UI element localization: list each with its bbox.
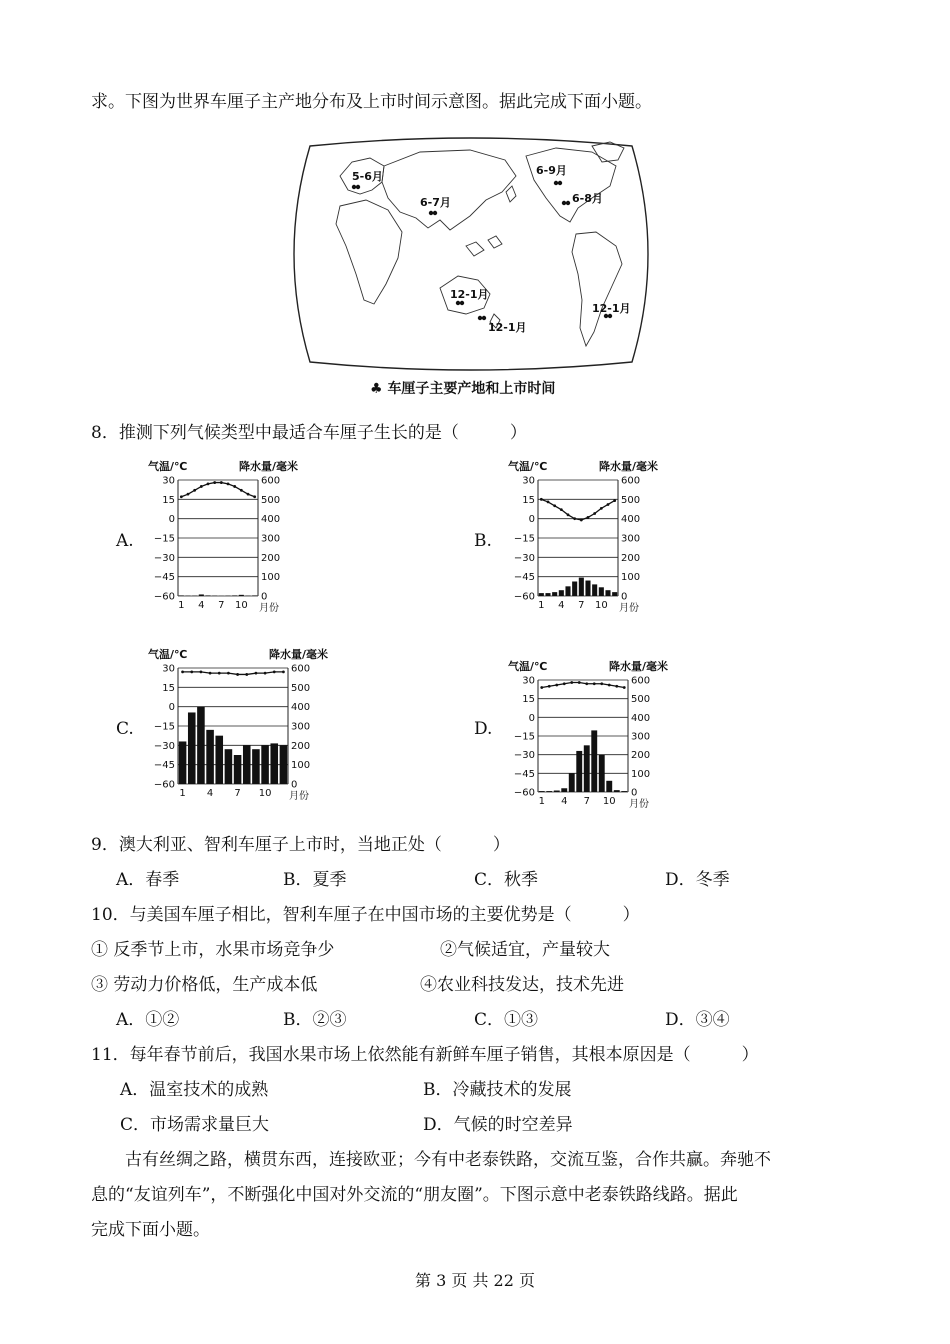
temp-point [570,681,573,684]
month-tick-label: 4 [198,600,205,611]
temp-point [573,517,576,520]
climate-chart-b [500,458,660,618]
temp-point [563,682,566,685]
temp-tick-label: 15 [162,494,175,506]
map-label-usa-east: 6-8月 [572,192,603,205]
temp-point [282,670,285,673]
precip-tick-label: 500 [631,694,651,706]
q9-option-b[interactable]: B．夏季 [283,870,347,890]
temp-axis-title: 气温/℃ [508,460,548,473]
precip-bar [572,582,577,597]
temp-point [547,501,550,504]
temp-point [273,670,276,673]
map-label-australia: 12-1月 [450,288,489,301]
q10-option-a[interactable]: A．①② [116,1010,180,1030]
month-tick-label: 1 [178,600,185,611]
temp-axis-title: 气温/℃ [508,660,548,673]
q11-stem: 11．每年春节前后，我国水果市场上依然能有新鲜车厘子销售，其根本原因是（ ） [91,1045,759,1065]
q8-option-a-label: A. [116,531,134,551]
temp-point [578,681,581,684]
temp-point [613,499,616,502]
precip-bar [280,745,288,784]
temp-tick-label: −45 [153,572,175,584]
precip-tick-label: 600 [261,475,281,487]
q8-stem: 8．推测下列气候类型中最适合车厘子生长的是（ ） [91,423,527,443]
page-footer: 第 3 页 共 22 页 [415,1271,535,1290]
map-label-usa-west: 6-9月 [536,164,567,177]
precip-bar [561,788,567,792]
month-tick-label: 4 [558,600,565,611]
temp-point [247,493,250,496]
world-cherry-map [280,136,662,372]
precip-bar [252,749,260,784]
q10-option-b[interactable]: B．②③ [283,1010,347,1030]
q9-option-a[interactable]: A．春季 [116,870,180,890]
precip-bar [599,587,604,596]
climate-chart-a [140,458,300,618]
temp-tick-label: 0 [168,514,175,526]
temp-tick-label: 15 [162,682,175,694]
precip-axis-title: 降水量/毫米 [238,460,298,473]
temp-point [180,495,183,498]
precip-tick-label: 100 [291,760,311,772]
temp-tick-label: −45 [153,760,175,772]
precip-tick-label: 200 [621,552,641,564]
precip-bar [539,791,545,792]
q8-option-d-label: D. [474,719,493,739]
temp-point [193,489,196,492]
temp-point [227,482,230,485]
q10-option-c[interactable]: C．①③ [474,1010,539,1030]
q10-stem: 10．与美国车厘子相比，智利车厘子在中国市场的主要优势是（ ） [91,905,640,925]
precip-tick-label: 100 [631,768,651,780]
map-caption-text: 车厘子主要产地和上市时间 [387,381,556,397]
precip-bar [261,745,269,784]
precip-tick-label: 0 [621,591,628,603]
precip-tick-label: 400 [291,702,311,714]
month-tick-label: 4 [561,796,568,807]
precip-tick-label: 500 [621,494,641,506]
month-tick-label: 7 [578,600,585,611]
precip-bar [569,773,575,792]
precip-bar [234,755,242,784]
temp-tick-label: −30 [153,552,175,564]
q10-statement-3: ③ 劳动力价格低，生产成本低 [91,975,318,995]
month-tick-label: 10 [594,600,608,611]
q11-option-a[interactable]: A．温室技术的成熟 [120,1080,269,1100]
precip-tick-label: 400 [261,514,281,526]
q9-stem: 9．澳大利亚、智利车厘子上市时，当地正处（ ） [91,835,510,855]
temp-point [200,670,203,673]
precip-tick-label: 0 [261,591,268,603]
temp-point [615,685,618,688]
temp-tick-label: −15 [153,533,175,545]
precip-bar [243,745,251,784]
precip-bar [605,590,610,596]
precip-bar [252,595,257,596]
q11-option-c[interactable]: C．市场需求量巨大 [120,1115,270,1135]
temp-point [236,673,239,676]
temp-tick-label: −15 [513,731,535,743]
passage-line-2: 息的“友谊列车”，不断强化中国对外交流的“朋友圈”。下图示意中老泰铁路线路。据此 [91,1185,738,1205]
precip-bar [579,578,584,596]
month-axis-label: 月份 [629,799,649,810]
precip-bar [539,593,544,596]
temp-point [209,672,212,675]
precip-tick-label: 500 [291,682,311,694]
precip-bar [585,581,590,596]
temp-point [585,682,588,685]
temp-point [190,670,193,673]
precip-bar [591,730,597,792]
temp-point [220,481,223,484]
map-label-newzealand: 12-1月 [488,321,527,334]
climate-chart-d [500,658,670,814]
precip-bar [592,584,597,596]
q11-option-b[interactable]: B．冷藏技术的发展 [423,1080,572,1100]
precip-bar [188,712,196,784]
climate-chart-c [140,646,330,806]
precip-bar [205,595,210,596]
precip-bar [554,791,560,792]
precip-bar [565,586,570,596]
precip-tick-label: 0 [291,779,298,791]
precip-tick-label: 100 [621,572,641,584]
temp-tick-label: −45 [513,768,535,780]
temp-tick-label: −60 [513,591,535,603]
temp-point [255,672,258,675]
temp-tick-label: 0 [528,712,535,724]
precip-bar [215,736,223,784]
map-label-china: 6-7月 [420,196,451,209]
precip-bar [206,730,214,784]
precip-bar [232,595,237,596]
precip-bar [546,791,552,792]
precip-tick-label: 300 [631,731,651,743]
temp-tick-label: −15 [153,721,175,733]
map-label-europe: 5-6月 [352,170,383,183]
map-caption [370,378,555,398]
temp-point [181,670,184,673]
temp-point [540,686,543,689]
temp-tick-label: −30 [513,552,535,564]
month-tick-label: 10 [234,600,248,611]
temp-line [542,682,625,687]
temp-line [181,483,254,497]
precip-bar [552,592,557,596]
month-tick-label: 10 [602,796,616,807]
temp-point [264,672,267,675]
temp-point [227,672,230,675]
temp-tick-label: −15 [513,533,535,545]
precip-bar [179,595,184,596]
precip-bar [270,743,278,784]
precip-bar [545,593,550,596]
precip-axis-title: 降水量/毫米 [608,660,668,673]
precip-tick-label: 300 [291,721,311,733]
temp-tick-label: 30 [162,663,175,675]
precip-bar [584,745,590,792]
temp-point [560,508,563,511]
q10-statement-4: ④农业科技发达，技术先进 [420,975,624,995]
temp-tick-label: −45 [513,572,535,584]
temp-point [593,512,596,515]
precip-bar [225,749,233,784]
month-tick-label: 7 [234,788,241,799]
month-axis-label: 月份 [289,791,309,802]
temp-point [213,481,216,484]
precip-bar [621,791,627,792]
precip-tick-label: 200 [291,740,311,752]
precip-tick-label: 600 [631,675,651,687]
temp-point [253,495,256,498]
precip-tick-label: 300 [621,533,641,545]
passage-line-3: 完成下面小题。 [91,1220,210,1240]
month-tick-label: 1 [179,788,186,799]
precip-tick-label: 600 [291,663,311,675]
temp-point [548,685,551,688]
temp-tick-label: −60 [153,591,175,603]
temp-point [207,482,210,485]
temp-point [233,485,236,488]
precip-bar [612,592,617,596]
temp-tick-label: −60 [153,779,175,791]
temp-line [541,499,614,520]
temp-point [553,504,556,507]
month-axis-label: 月份 [259,603,279,614]
cherry-icon: ♣ [370,381,383,397]
q10-statement-1: ① 反季节上市，水果市场竞争少 [91,940,335,960]
temp-point [623,686,626,689]
temp-axis-title: 气温/℃ [148,460,188,473]
intro-text: 求。下图为世界车厘子主产地分布及上市时间示意图。据此完成下面小题。 [91,92,652,112]
precip-bar [199,594,204,596]
month-tick-label: 4 [206,788,214,799]
temp-point [218,672,221,675]
q9-option-d[interactable]: D．冬季 [665,870,730,890]
month-tick-label: 10 [258,788,272,799]
precip-bar [179,741,187,784]
temp-tick-label: 0 [528,514,535,526]
precip-tick-label: 400 [621,514,641,526]
temp-tick-label: −30 [513,750,535,762]
temp-point [200,485,203,488]
precip-axis-title: 降水量/毫米 [598,460,658,473]
precip-tick-label: 100 [261,572,281,584]
temp-point [187,493,190,496]
temp-point [245,673,248,676]
passage-line-1: 古有丝绸之路，横贯东西，连接欧亚；今有中老泰铁路，交流互鉴，合作共赢。奔驰不 [125,1150,771,1170]
temp-point [607,503,610,506]
temp-point [593,682,596,685]
temp-point [540,498,543,501]
temp-point [608,684,611,687]
precip-bar [606,781,612,792]
precip-bar [197,707,205,784]
month-tick-label: 1 [538,796,545,807]
precip-bar [599,755,605,792]
map-label-chile: 12-1月 [592,302,631,315]
precip-tick-label: 0 [631,787,638,799]
temp-point [555,684,558,687]
temp-tick-label: 30 [522,675,535,687]
temp-point [600,682,603,685]
temp-point [567,513,570,516]
month-tick-label: 1 [538,600,545,611]
temp-point [600,507,603,510]
q11-option-d[interactable]: D．气候的时空差异 [423,1115,573,1135]
q8-option-b-label: B. [474,531,492,551]
precip-bar [239,595,244,596]
temp-tick-label: 30 [162,475,175,487]
precip-tick-label: 400 [631,712,651,724]
precip-bar [576,751,582,792]
month-tick-label: 7 [218,600,225,611]
precip-axis-title: 降水量/毫米 [268,648,328,661]
precip-bar [614,790,620,792]
temp-tick-label: −30 [153,740,175,752]
temp-tick-label: 15 [522,694,535,706]
q9-option-c[interactable]: C．秋季 [474,870,539,890]
precip-tick-label: 500 [261,494,281,506]
temp-tick-label: 0 [168,702,175,714]
month-tick-label: 7 [583,796,590,807]
precip-tick-label: 200 [261,552,281,564]
temp-axis-title: 气温/℃ [148,648,188,661]
q8-option-c-label: C. [116,719,134,739]
temp-tick-label: 30 [522,475,535,487]
temp-point [240,489,243,492]
q10-statement-2: ②气候适宜，产量较大 [440,940,610,960]
temp-point [580,519,583,522]
temp-line [183,672,284,675]
temp-point [587,516,590,519]
month-axis-label: 月份 [619,603,639,614]
precip-tick-label: 200 [631,750,651,762]
precip-bar [559,590,564,596]
precip-tick-label: 600 [621,475,641,487]
temp-tick-label: −60 [513,787,535,799]
q10-option-d[interactable]: D．③④ [665,1010,730,1030]
precip-tick-label: 300 [261,533,281,545]
temp-tick-label: 15 [522,494,535,506]
